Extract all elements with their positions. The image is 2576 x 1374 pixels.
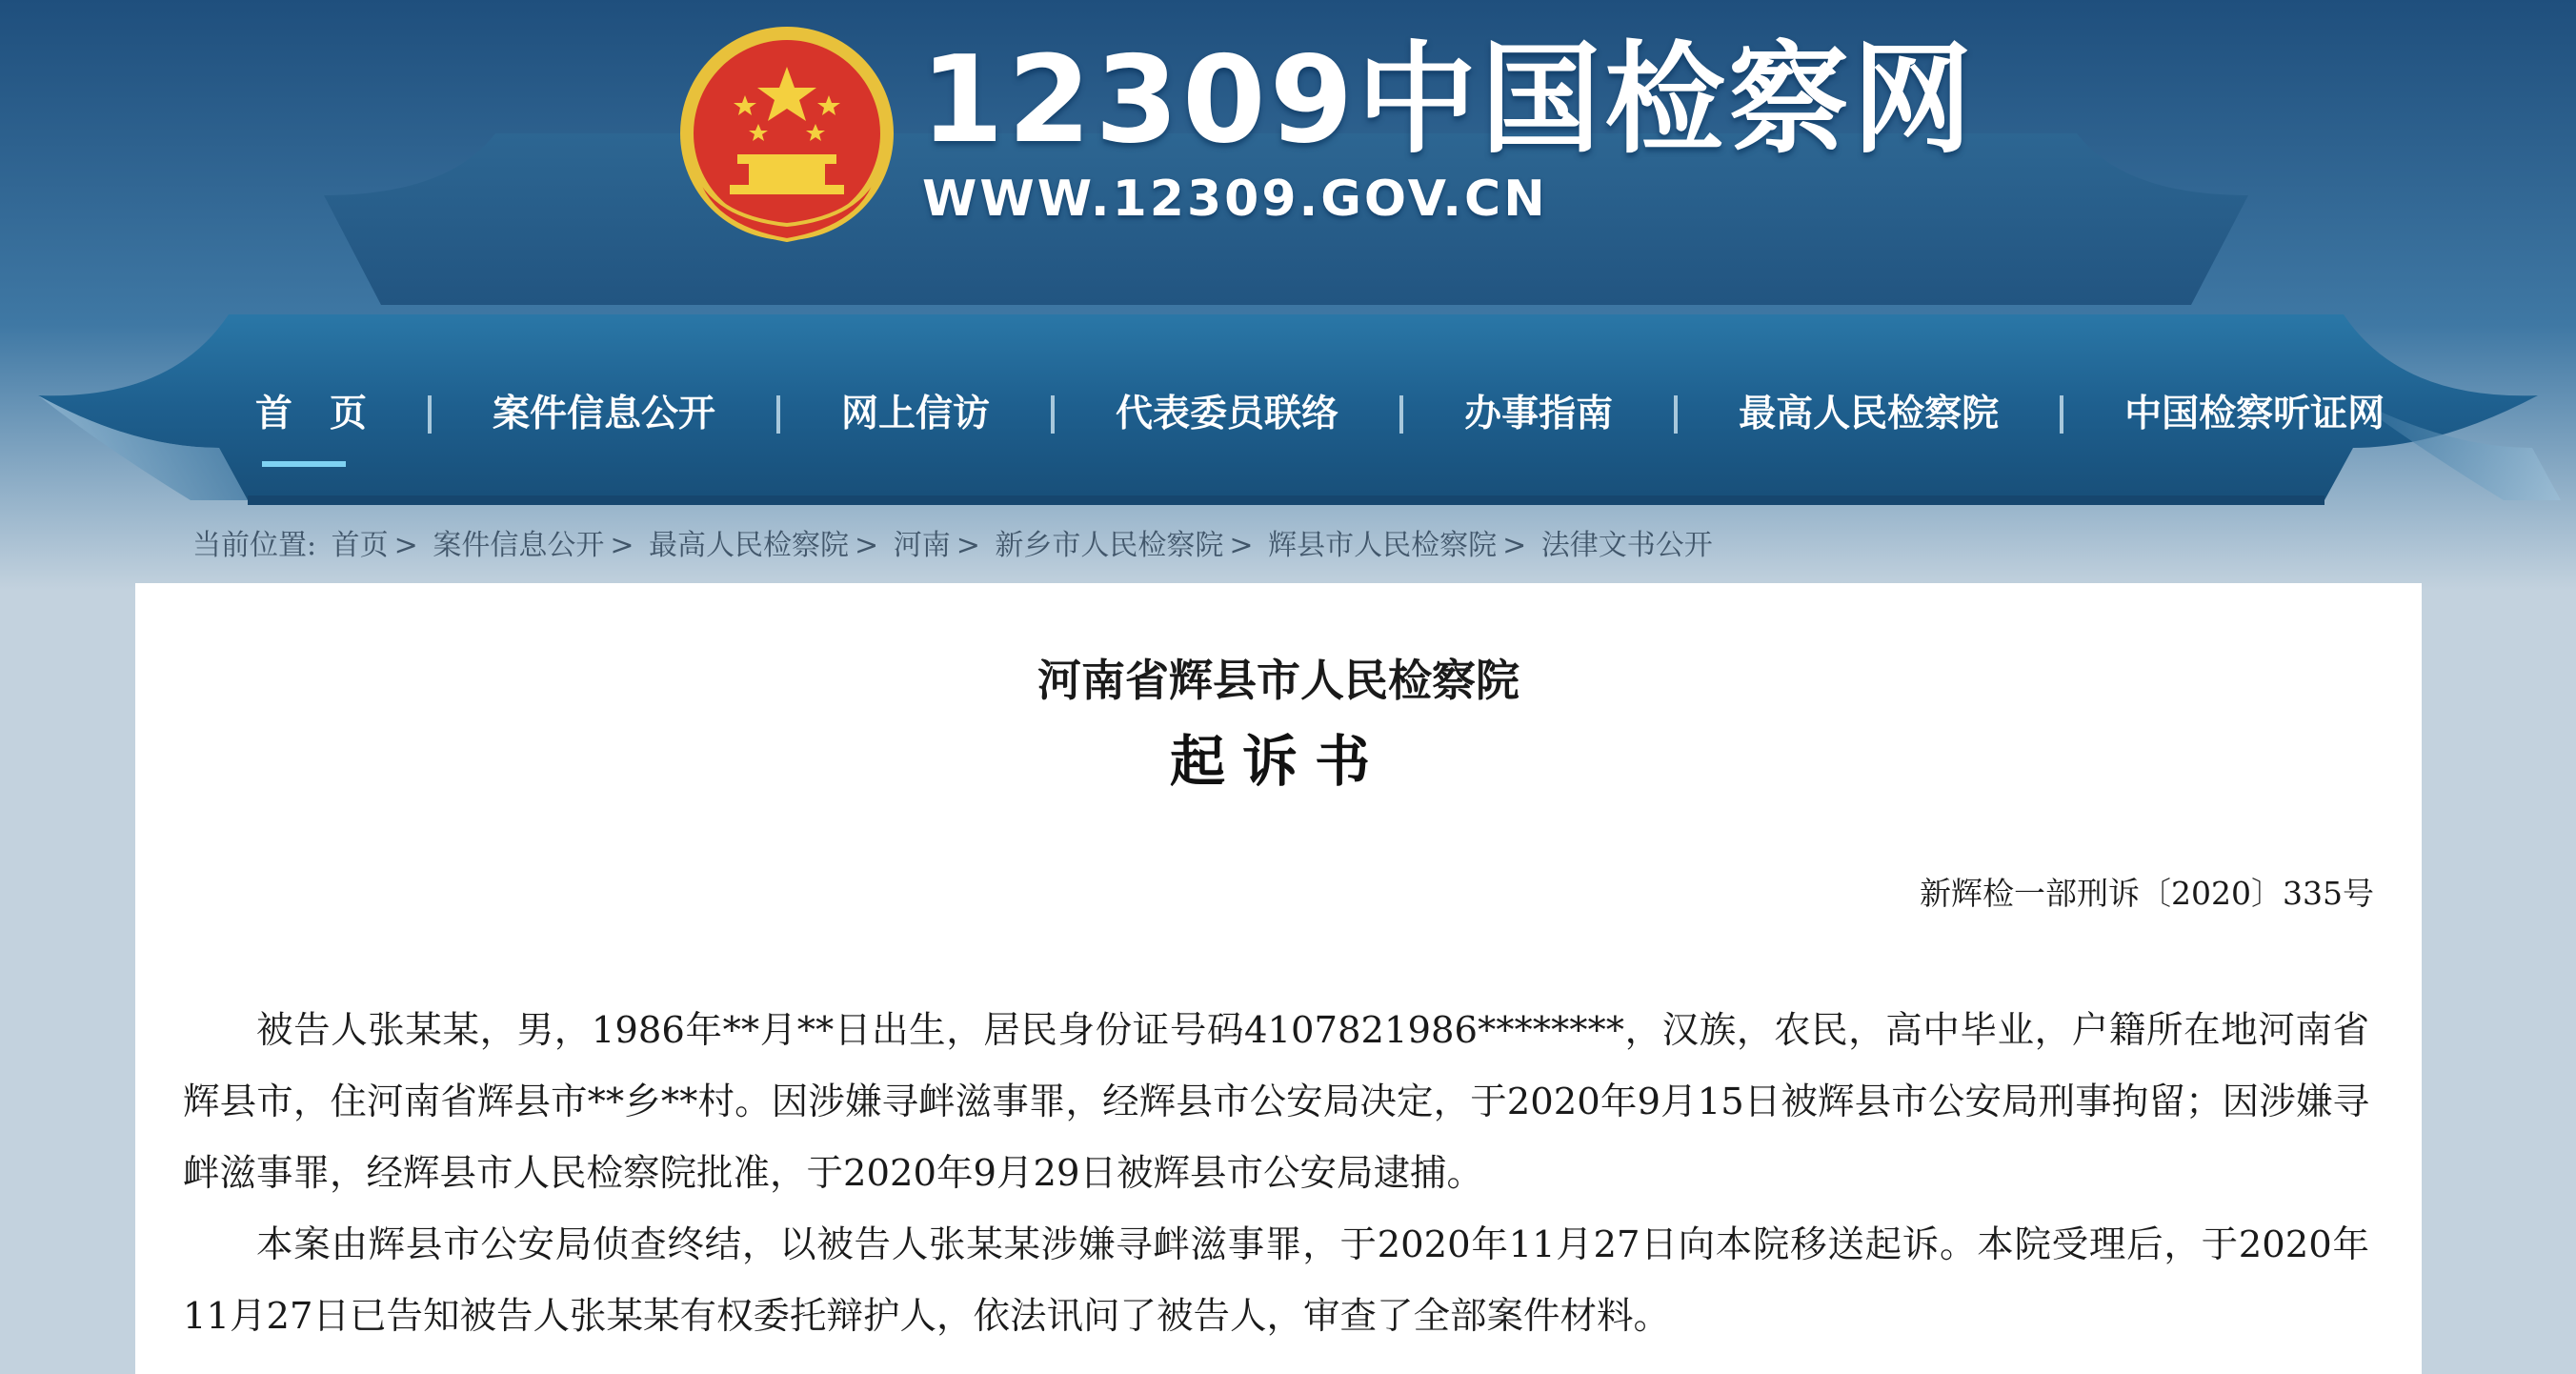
- nav-divider: [776, 395, 780, 434]
- breadcrumb-separator: >: [610, 529, 634, 562]
- nav-divider: [2060, 395, 2063, 434]
- nav-hearing-network[interactable]: 中国检察听证网: [2124, 393, 2385, 435]
- document-organization: 河南省辉县市人民检察院: [1037, 655, 1519, 706]
- document-panel: [135, 583, 2422, 1374]
- breadcrumb-item[interactable]: 辉县市人民检察院: [1268, 529, 1498, 562]
- site-url: WWW.12309.GOV.CN: [922, 171, 1548, 228]
- breadcrumb-item[interactable]: 河南: [893, 529, 951, 562]
- breadcrumb-item[interactable]: 首页: [331, 529, 389, 562]
- nav-divider: [428, 395, 432, 434]
- nav-divider: [1399, 395, 1403, 434]
- breadcrumb-item[interactable]: 案件信息公开: [433, 529, 605, 562]
- breadcrumb-item[interactable]: 法律文书公开: [1540, 529, 1713, 562]
- breadcrumb-separator: >: [1502, 529, 1527, 562]
- nav-service-guide[interactable]: 办事指南: [1464, 393, 1614, 435]
- breadcrumb-separator: >: [1229, 529, 1254, 562]
- breadcrumb-separator: >: [393, 529, 418, 562]
- breadcrumb-separator: >: [956, 529, 980, 562]
- breadcrumb-separator: >: [855, 529, 879, 562]
- nav-supreme-procuratorate[interactable]: 最高人民检察院: [1739, 393, 2000, 435]
- main-nav: [229, 362, 2385, 467]
- document-paragraph: 被告人张某某，男，1986年**月**日出生，居民身份证号码4107821986********，汉族，农民，高中毕业，户籍所在地河南省辉县市，住河南省辉县市**乡**村。因涉嫌寻衅滋事罪，经辉县市公安局决定，于2020年9月15日被辉县市公安局刑事拘留；因涉嫌寻衅滋事罪，经辉县市人民检察院批准，于2020年9月29日被辉县市公安局逮捕。: [183, 1009, 2369, 1195]
- document-paragraph: 本案由辉县市公安局侦查终结，以被告人张某某涉嫌寻衅滋事罪，于2020年11月27日向本院移送起诉。本院受理后，于2020年11月27日已告知被告人张某某有权委托辩护人，依法讯问了被告人，审查了全部案件材料。: [183, 1223, 2369, 1338]
- nav-case-info[interactable]: 案件信息公开: [493, 393, 716, 435]
- breadcrumb: [192, 522, 1719, 570]
- nav-online-petition[interactable]: 网上信访: [841, 393, 991, 435]
- site-title[interactable]: 12309中国检察网: [920, 30, 1977, 170]
- breadcrumb-item[interactable]: 新乡市人民检察院: [995, 529, 1224, 562]
- nav-representative-liaison[interactable]: 代表委员联络: [1116, 393, 1339, 435]
- document-number: 新辉检一部刑诉〔2020〕335号: [1920, 875, 2374, 912]
- document-title: 起诉书: [1169, 729, 1387, 794]
- breadcrumb-label: 当前位置:: [192, 529, 317, 562]
- breadcrumb-item[interactable]: 最高人民检察院: [649, 529, 850, 562]
- national-emblem-logo[interactable]: [674, 21, 899, 246]
- nav-divider: [1051, 395, 1055, 434]
- document-body: [183, 995, 2369, 1352]
- nav-home[interactable]: 首 页: [229, 362, 393, 467]
- nav-divider: [1674, 395, 1678, 434]
